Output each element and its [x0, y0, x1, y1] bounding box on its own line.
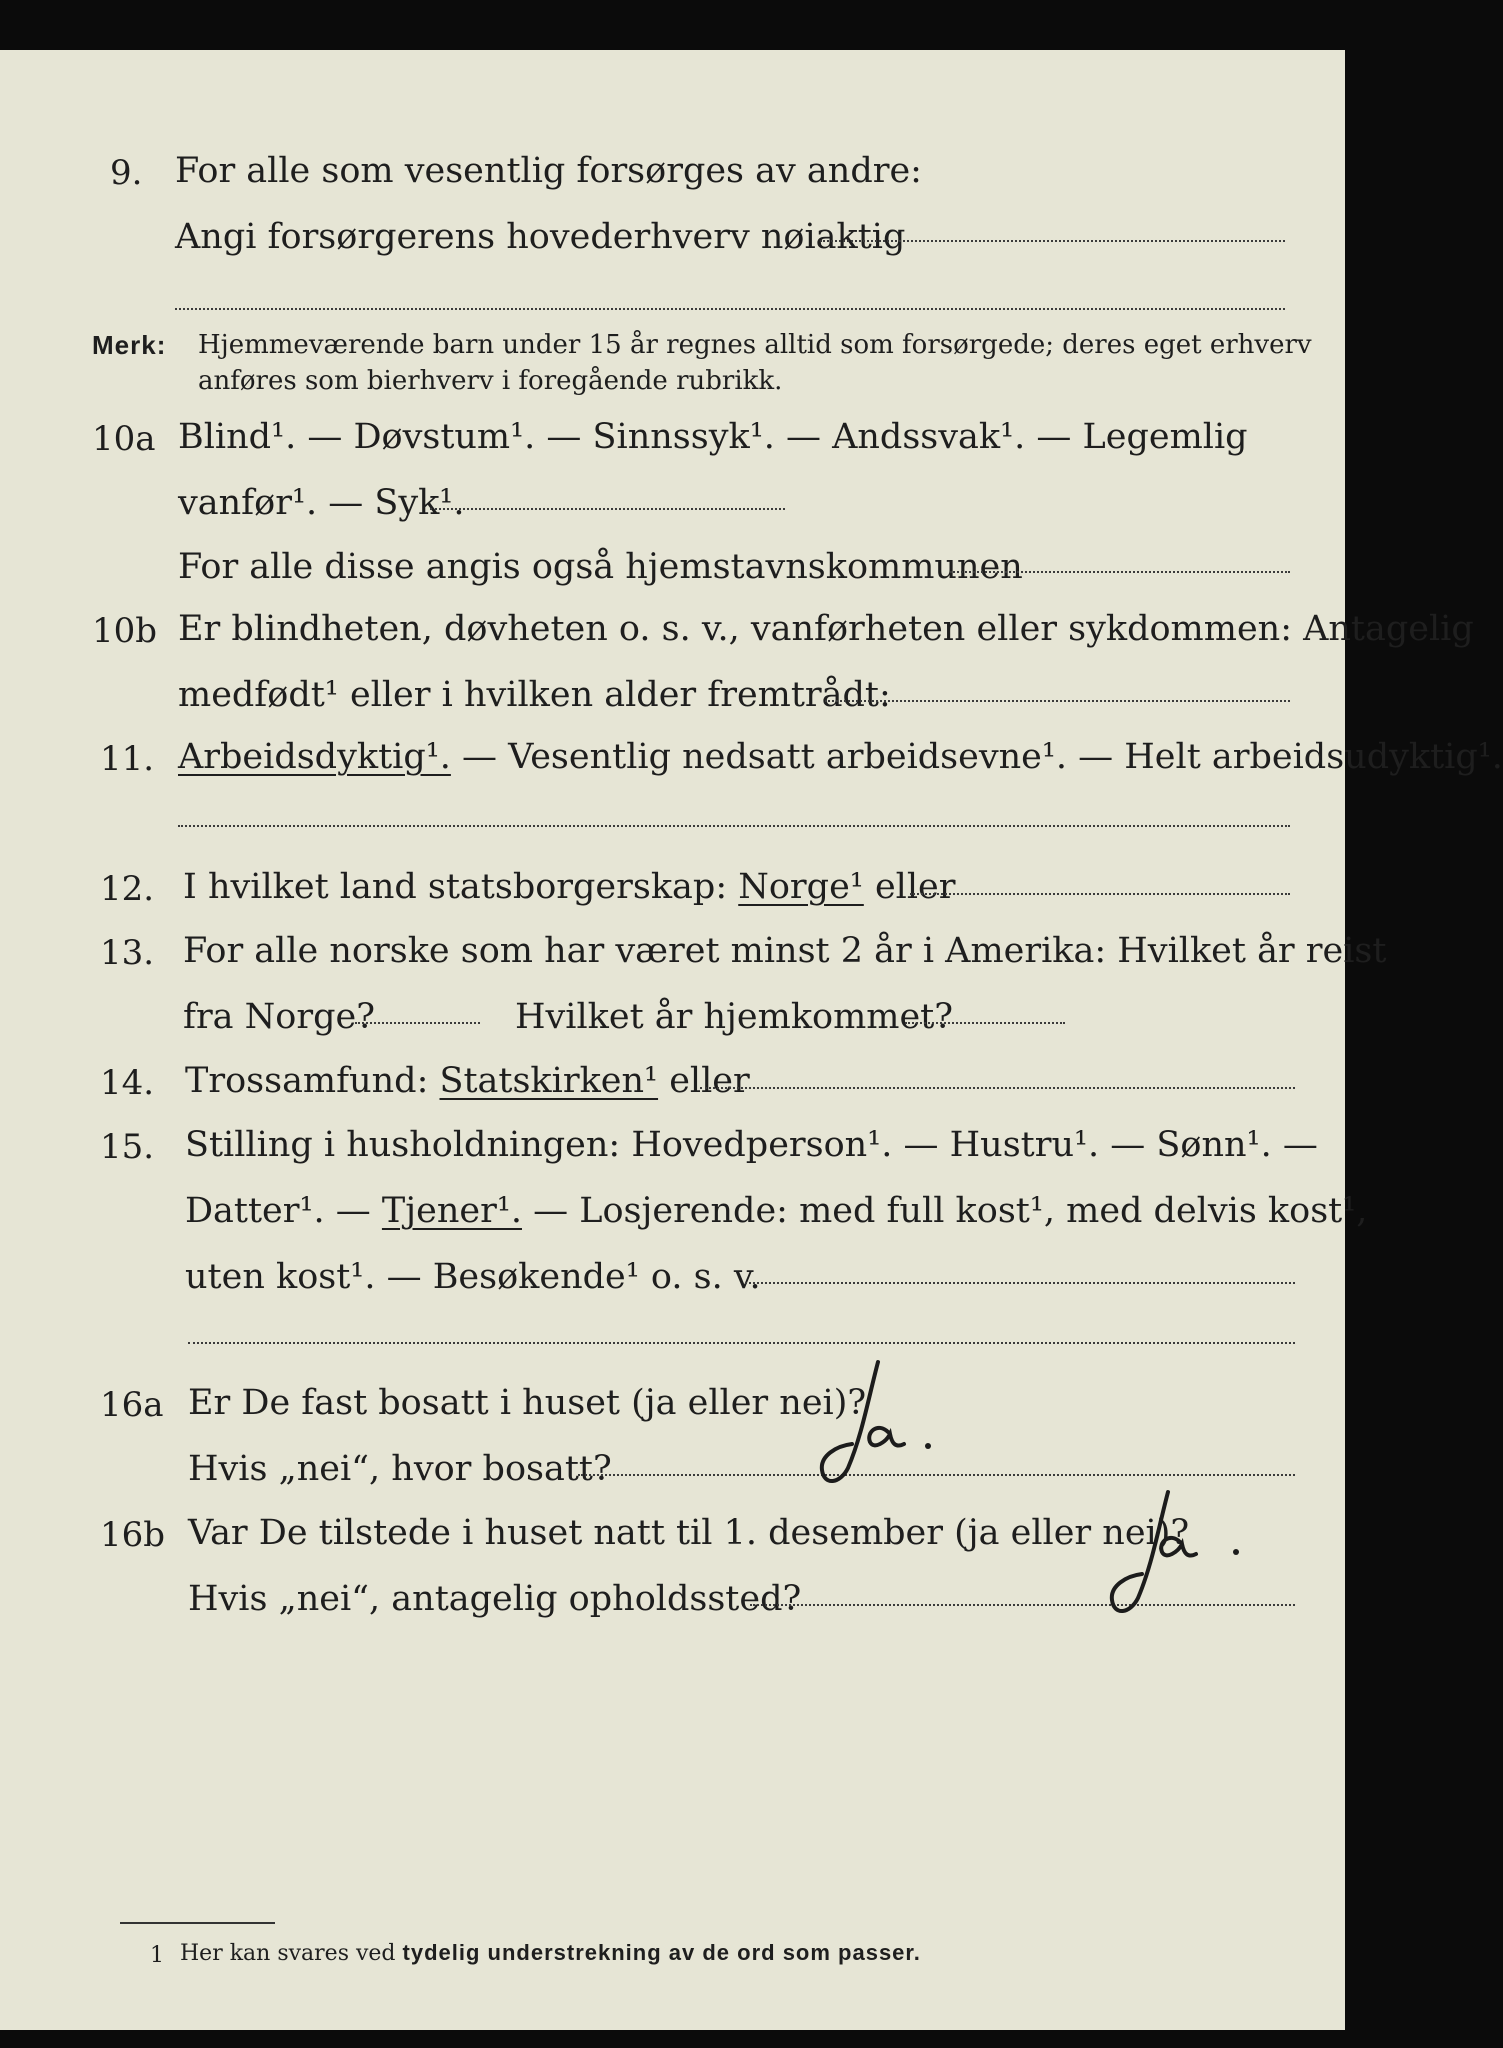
q15-line1: Stilling i husholdningen: Hovedperson¹. — Hustru¹. — Sønn¹. —	[185, 1125, 1318, 1165]
q13-reist-line[interactable]	[355, 1022, 480, 1024]
q16a-number: 16a	[100, 1385, 164, 1425]
q10a-line3: For alle disse angis også hjemstavnskommunen	[178, 547, 1023, 587]
q16a-line1: Er De fast bosatt i huset (ja eller nei)?	[188, 1383, 867, 1423]
merk-line1: Hjemmeværende barn under 15 år regnes alltid som forsørgede; deres eget erhverv	[198, 330, 1312, 360]
q10b-line1: Er blindheten, døvheten o. s. v., vanførheten eller sykdommen: Antagelig	[178, 609, 1474, 649]
q14-number: 14.	[100, 1063, 155, 1103]
q9-answer-line[interactable]	[820, 240, 1285, 242]
q15-line2	[185, 1191, 1368, 1231]
q12-question: I hvilket land statsborgerskap:	[183, 867, 739, 907]
merk-line2: anføres som bierhverv i foregående rubrikk.	[198, 366, 783, 396]
q14-question: Trossamfund:	[185, 1061, 440, 1101]
q10a-kommune-line[interactable]	[950, 571, 1290, 573]
merk-label: Merk:	[92, 330, 167, 360]
q14-selected-statskirken: Statskirken¹	[439, 1061, 659, 1101]
q14-text	[185, 1061, 750, 1101]
q9-number: 9.	[110, 153, 143, 193]
q13-number: 13.	[100, 933, 155, 973]
q12-answer-line[interactable]	[910, 893, 1290, 895]
q10b-number: 10b	[92, 611, 158, 651]
q15-datter: Datter¹. —	[185, 1191, 382, 1231]
q13-hjemkommet: Hvilket år hjemkommet?	[515, 997, 954, 1037]
q10b-answer-line[interactable]	[825, 700, 1290, 702]
q13-hjemkommet-line[interactable]	[905, 1022, 1065, 1024]
q12-selected-norge: Norge¹	[738, 867, 864, 907]
q14-eller: eller	[658, 1061, 750, 1101]
q10a-line1: Blind¹. — Døvstum¹. — Sinnssyk¹. — Andssvak¹. — Legemlig	[178, 417, 1248, 457]
q14-answer-line[interactable]	[700, 1087, 1295, 1089]
q11-number: 11.	[100, 739, 155, 779]
q12-text	[183, 867, 956, 907]
q9-line2: Angi forsørgerens hovederhverv nøiaktig	[175, 217, 906, 257]
q16a-line2: Hvis „nei“, hvor bosatt?	[188, 1449, 612, 1489]
q15-line3: uten kost¹. — Besøkende¹ o. s. v.	[185, 1257, 761, 1297]
q13-line1: For alle norske som har været minst 2 år i Amerika: Hvilket år reist	[183, 931, 1387, 971]
q15-number: 15.	[100, 1127, 155, 1167]
q13-fra-norge: fra Norge?	[183, 997, 375, 1037]
q16b-handwritten-ja	[1100, 1480, 1250, 1630]
q15-answer-line-2[interactable]	[188, 1342, 1295, 1344]
footnote-bold: tydelig understrekning av de ord som passer.	[402, 1940, 921, 1965]
q10a-line2: vanfør¹. — Syk¹.	[178, 483, 465, 523]
q12-eller: eller	[863, 867, 956, 907]
q10a-syk-line[interactable]	[430, 508, 785, 510]
q9-answer-line-2[interactable]	[175, 308, 1285, 310]
q11-answer-line[interactable]	[178, 825, 1290, 827]
q9-line1: For alle som vesentlig forsørges av andre:	[175, 151, 922, 191]
q16b-line1: Var De tilstede i huset natt til 1. desember (ja eller nei)?	[188, 1513, 1190, 1553]
q16b-number: 16b	[100, 1515, 166, 1555]
q11-selected-arbeidsdyktig: Arbeidsdyktig¹.	[178, 737, 451, 777]
footnote-pre: Her kan svares ved	[180, 1941, 403, 1966]
q10a-number: 10a	[92, 419, 156, 459]
census-form-page	[0, 50, 1503, 2030]
q15-selected-tjener: Tjener¹.	[381, 1191, 522, 1231]
q12-number: 12.	[100, 869, 155, 909]
footnote-rule	[120, 1922, 275, 1924]
q11-rest: — Vesentlig nedsatt arbeidsevne¹. — Helt arbeidsudyktig¹.	[450, 737, 1503, 777]
q15-answer-line[interactable]	[745, 1282, 1295, 1284]
q16b-line2: Hvis „nei“, antagelig opholdssted?	[188, 1579, 802, 1619]
footnote-text	[180, 1940, 921, 1966]
q15-losjerende: — Losjerende: med full kost¹, med delvis kost¹,	[521, 1191, 1368, 1231]
q11-text	[178, 737, 1503, 777]
footnote-mark: 1	[150, 1943, 164, 1968]
q10b-line2: medfødt¹ eller i hvilken alder fremtrådt:	[178, 675, 891, 715]
q16a-handwritten-ja	[808, 1350, 958, 1500]
